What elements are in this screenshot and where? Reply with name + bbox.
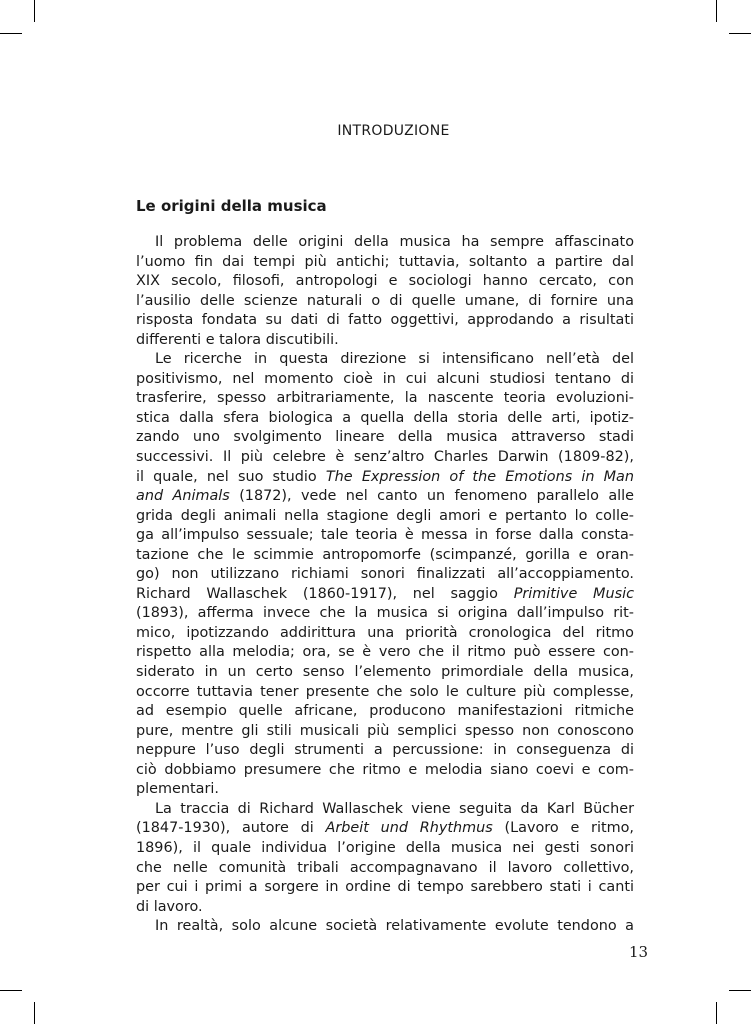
text-line: rispetto alla melodia; ora, se è vero che il ritmo può essere con- (136, 644, 634, 661)
text-line: go) non utilizzano richiami sonori finalizzati all’accoppiamento. (136, 566, 634, 583)
text-line: risposta fondata su dati di fatto oggettivi, approdando a risultati (136, 312, 634, 329)
text-line: ciò dobbiamo presumere che ritmo e melodia siano coevi e com- (136, 761, 634, 778)
text-line: La traccia di Richard Wallaschek viene seguita da Karl Bücher (155, 800, 634, 817)
text-line: stica dalla sfera biologica a quella della storia delle arti, ipotiz- (136, 409, 634, 426)
text-line: ga all’impulso sessuale; tale teoria è messa in forse dalla consta- (136, 527, 634, 544)
crop-mark-top-left (34, 0, 35, 22)
text-line: Le ricerche in questa direzione si intensificano nell’età del (155, 351, 634, 368)
text-line: tazione che le scimmie antropomorfe (scimpanzé, gorilla e oran- (136, 546, 634, 563)
text-line: mico, ipotizzando addirittura una priorità cronologica del ritmo (136, 624, 634, 641)
text-line: and Animals (1872), vede nel canto un fenomeno parallelo alle (136, 488, 634, 505)
text-line: l’uomo fin dai tempi più antichi; tuttavia, soltanto a partire dal (136, 253, 634, 270)
text-line: l’ausilio delle scienze naturali o di quelle umane, di fornire una (136, 292, 634, 309)
text-line: siderato in un certo senso l’elemento primordiale della musica, (136, 664, 634, 681)
crop-mark-bottom-left-h (0, 990, 22, 991)
running-head: INTRODUZIONE (337, 123, 450, 139)
text-line: In realtà, solo alcune società relativamente evolute tendono a (155, 918, 634, 935)
text-line: per cui i primi a sorgere in ordine di tempo sarebbero stati i canti (136, 879, 634, 896)
text-line: differenti e talora discutibili. (136, 331, 339, 348)
text-line: pure, mentre gli stili musicali più semplici spesso non conoscono (136, 722, 634, 739)
section-title: Le origini della musica (136, 197, 327, 215)
text-line: di lavoro. (136, 898, 203, 915)
text-line: che nelle comunità tribali accompagnavano il lavoro collettivo, (136, 859, 634, 876)
text-line: plementari. (136, 781, 219, 798)
text-line: positivismo, nel momento cioè in cui alcuni studiosi tentano di (136, 370, 634, 387)
text-line: zando uno svolgimento lineare della musica attraverso stadi (136, 429, 634, 446)
text-line: ad esempio quelle africane, producono manifestazioni ritmiche (136, 703, 634, 720)
text-line: (1847-1930), autore di Arbeit und Rhythmus (Lavoro e ritmo, (136, 820, 635, 837)
crop-mark-top-right (716, 0, 717, 22)
crop-mark-top-right-h (729, 33, 751, 34)
text-line: XIX secolo, filosofi, antropologi e sociologi hanno cercato, con (136, 273, 634, 290)
text-line: 1896), il quale individua l’origine della musica nei gesti sonori (136, 839, 634, 856)
body-text (136, 233, 634, 937)
text-line: il quale, nel suo studio The Expression of the Emotions in Man (136, 468, 634, 485)
text-line: grida degli animali nella stagione degli amori e pertanto lo colle- (136, 507, 634, 524)
text-line: occorre tuttavia tener presente che solo le culture più complesse, (136, 683, 634, 700)
crop-mark-bottom-left (34, 1002, 35, 1024)
text-line: successivi. Il più celebre è senz’altro Charles Darwin (1809-82), (136, 449, 634, 466)
text-line: Richard Wallaschek (1860-1917), nel saggio Primitive Music (136, 585, 635, 602)
crop-mark-bottom-right-h (729, 990, 751, 991)
text-line: neppure l’uso degli strumenti a percussione: in conseguenza di (136, 742, 634, 759)
crop-mark-bottom-right (716, 1002, 717, 1024)
text-line: trasferire, spesso arbitrariamente, la nascente teoria evoluzioni- (136, 390, 634, 407)
text-line: Il problema delle origini della musica ha sempre affascinato (155, 234, 634, 250)
crop-mark-top-left-h (0, 33, 22, 34)
page-number: 13 (629, 943, 649, 961)
text-line: (1893), afferma invece che la musica si origina dall’impulso rit- (136, 605, 634, 622)
